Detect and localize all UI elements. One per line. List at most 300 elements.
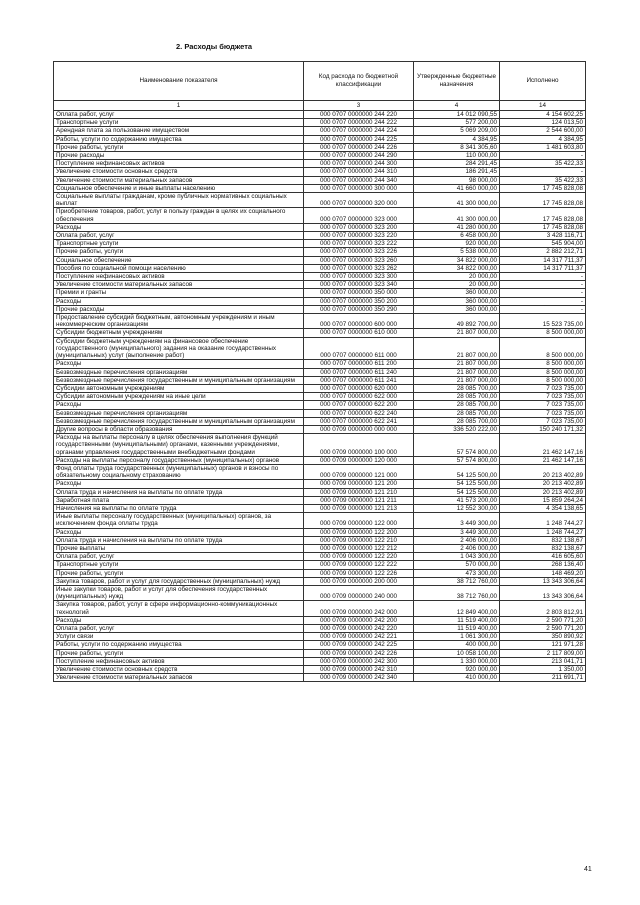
row-executed: 4 354 138,65 xyxy=(500,504,586,512)
column-number: 1 xyxy=(54,101,304,111)
table-row xyxy=(54,480,586,488)
row-code: 000 0709 0000000 122 000 xyxy=(304,513,414,528)
row-approved: 21 807 000,00 xyxy=(414,360,500,368)
row-executed: 8 500 000,00 xyxy=(500,337,586,360)
row-executed: 8 500 000,00 xyxy=(500,376,586,384)
row-code: 000 0707 0000000 244 340 xyxy=(304,176,414,184)
row-approved: 8 341 305,60 xyxy=(414,143,500,151)
row-name: Другие вопросы в области образования xyxy=(54,425,304,433)
row-executed: 213 041,71 xyxy=(500,657,586,665)
table-row xyxy=(54,184,586,192)
table-row xyxy=(54,111,586,119)
row-approved: 920 000,00 xyxy=(414,240,500,248)
row-approved: 54 125 500,00 xyxy=(414,464,500,479)
header-executed: Исполнено xyxy=(500,62,586,101)
table-row xyxy=(54,649,586,657)
row-approved: 410 000,00 xyxy=(414,674,500,682)
row-name: Прочие работы, услуги xyxy=(54,569,304,577)
row-executed: 7 023 735,00 xyxy=(500,409,586,417)
column-number: 4 xyxy=(414,101,500,111)
row-executed: 148 469,20 xyxy=(500,569,586,577)
table-row xyxy=(54,616,586,624)
row-approved: 1 061 300,00 xyxy=(414,633,500,641)
row-name: Прочие выплаты xyxy=(54,544,304,552)
row-code: 000 0707 0000000 323 000 xyxy=(304,208,414,223)
row-code: 000 0707 0000000 323 200 xyxy=(304,223,414,231)
row-executed: 7 023 735,00 xyxy=(500,417,586,425)
row-code: 000 0707 0000000 320 000 xyxy=(304,193,414,208)
row-code: 000 0707 0000000 323 226 xyxy=(304,248,414,256)
row-code: 000 0707 0000000 244 226 xyxy=(304,143,414,151)
row-name: Расходы xyxy=(54,360,304,368)
row-approved: 28 085 700,00 xyxy=(414,417,500,425)
row-code: 000 0707 0000000 622 000 xyxy=(304,393,414,401)
table-row xyxy=(54,496,586,504)
row-name: Расходы xyxy=(54,616,304,624)
row-name: Прочие работы, услуги xyxy=(54,248,304,256)
row-code: 000 0707 0000000 350 290 xyxy=(304,305,414,313)
row-executed: 150 240 171,32 xyxy=(500,425,586,433)
table-row xyxy=(54,264,586,272)
row-code: 000 0707 0000000 622 241 xyxy=(304,417,414,425)
row-approved: 336 520 222,00 xyxy=(414,425,500,433)
row-code: 000 0707 0000000 244 310 xyxy=(304,168,414,176)
row-name: Работы, услуги по содержанию имущества xyxy=(54,135,304,143)
row-executed: 14 317 711,37 xyxy=(500,264,586,272)
table-row xyxy=(54,240,586,248)
row-code: 000 0707 0000000 323 220 xyxy=(304,232,414,240)
row-executed: 2 544 600,00 xyxy=(500,127,586,135)
row-approved: 1 330 000,00 xyxy=(414,657,500,665)
row-executed: 21 462 147,16 xyxy=(500,434,586,457)
table-row xyxy=(54,513,586,528)
table-row xyxy=(54,384,586,392)
table-row xyxy=(54,127,586,135)
row-approved: 21 807 000,00 xyxy=(414,376,500,384)
row-name: Субсидии автономным учреждениям xyxy=(54,384,304,392)
row-approved: 49 892 700,00 xyxy=(414,314,500,329)
column-number: 14 xyxy=(500,101,586,111)
table-row xyxy=(54,561,586,569)
row-executed: - xyxy=(500,305,586,313)
table-row xyxy=(54,657,586,665)
row-approved: 10 058 100,00 xyxy=(414,649,500,657)
table-row xyxy=(54,337,586,360)
row-name: Оплата работ, услуг xyxy=(54,232,304,240)
row-approved: 54 125 500,00 xyxy=(414,480,500,488)
row-code: 000 0707 0000000 323 260 xyxy=(304,256,414,264)
page-number: 41 xyxy=(584,866,592,873)
row-executed: 545 904,00 xyxy=(500,240,586,248)
row-name: Оплата труда и начисления на выплаты по оплате труда xyxy=(54,536,304,544)
row-code: 000 0707 0000000 244 290 xyxy=(304,152,414,160)
row-approved: 360 000,00 xyxy=(414,289,500,297)
row-code: 000 0709 0000000 242 225 xyxy=(304,641,414,649)
table-row xyxy=(54,401,586,409)
row-executed: 14 317 711,37 xyxy=(500,256,586,264)
row-executed: 832 138,67 xyxy=(500,536,586,544)
row-name: Прочие работы, услуги xyxy=(54,649,304,657)
row-code: 000 0707 0000000 244 224 xyxy=(304,127,414,135)
row-approved: 20 000,00 xyxy=(414,273,500,281)
row-code: 000 0709 0000000 242 221 xyxy=(304,633,414,641)
row-executed: 1 248 744,27 xyxy=(500,513,586,528)
row-code: 000 0709 0000000 200 000 xyxy=(304,577,414,585)
row-approved: 2 406 000,00 xyxy=(414,544,500,552)
column-number-row xyxy=(54,101,586,111)
row-approved: 34 822 000,00 xyxy=(414,256,500,264)
row-executed: 2 117 809,00 xyxy=(500,649,586,657)
row-approved: 28 085 700,00 xyxy=(414,409,500,417)
row-approved: 38 712 760,00 xyxy=(414,577,500,585)
row-approved: 11 519 400,00 xyxy=(414,625,500,633)
row-executed: 832 138,67 xyxy=(500,544,586,552)
row-name: Иные закупки товаров, работ и услуг для обеспечения государственных (муниципальных) нужд xyxy=(54,585,304,600)
row-approved: 41 280 000,00 xyxy=(414,223,500,231)
row-approved: 20 000,00 xyxy=(414,281,500,289)
row-executed: 8 500 000,00 xyxy=(500,360,586,368)
row-name: Оплата работ, услуг xyxy=(54,625,304,633)
row-executed: 15 859 264,24 xyxy=(500,496,586,504)
table-row xyxy=(54,176,586,184)
row-executed: - xyxy=(500,152,586,160)
row-approved: 6 458 000,00 xyxy=(414,232,500,240)
table-row xyxy=(54,152,586,160)
row-code: 000 0709 0000000 121 211 xyxy=(304,496,414,504)
section-title: 2. Расходы бюджета xyxy=(176,42,253,51)
row-executed: 1 248 744,27 xyxy=(500,528,586,536)
row-name: Фонд оплаты труда государственных (муниципальных) органов и взносы по обязательному социальному страхованию xyxy=(54,464,304,479)
row-executed: 17 745 828,08 xyxy=(500,184,586,192)
row-name: Предоставление субсидий бюджетным, автономным учреждениям и иным некоммерческим организациям xyxy=(54,314,304,329)
row-name: Увеличение стоимости основных средств xyxy=(54,666,304,674)
expenses-table xyxy=(53,61,586,682)
row-approved: 54 125 500,00 xyxy=(414,488,500,496)
header-code: Код расхода по бюджетной классификации xyxy=(304,62,414,101)
row-code: 000 0707 0000000 323 222 xyxy=(304,240,414,248)
row-name: Социальное обеспечение xyxy=(54,256,304,264)
row-name: Закупка товаров, работ и услуг для государственных (муниципальных) нужд xyxy=(54,577,304,585)
row-executed: - xyxy=(500,273,586,281)
row-executed: 17 745 828,08 xyxy=(500,208,586,223)
table-row xyxy=(54,633,586,641)
row-code: 000 0707 0000000 620 000 xyxy=(304,384,414,392)
row-code: 000 0707 0000000 622 240 xyxy=(304,409,414,417)
row-name: Расходы на выплаты персоналу государственных (муниципальных) органов xyxy=(54,456,304,464)
row-executed: 20 213 402,89 xyxy=(500,480,586,488)
row-approved: 98 000,00 xyxy=(414,176,500,184)
row-executed: 21 462 147,16 xyxy=(500,456,586,464)
table-row xyxy=(54,314,586,329)
row-executed: 7 023 735,00 xyxy=(500,393,586,401)
table-row xyxy=(54,528,586,536)
row-approved: 186 291,45 xyxy=(414,168,500,176)
row-name: Безвозмездные перечисления государственным и муниципальным организациям xyxy=(54,376,304,384)
row-executed: 3 428 116,71 xyxy=(500,232,586,240)
row-executed: 350 890,92 xyxy=(500,633,586,641)
row-name: Транспортные услуги xyxy=(54,561,304,569)
table-row xyxy=(54,464,586,479)
row-code: 000 0709 0000000 242 226 xyxy=(304,649,414,657)
table-row xyxy=(54,360,586,368)
row-name: Прочие расходы xyxy=(54,152,304,160)
row-code: 000 0709 0000000 122 210 xyxy=(304,536,414,544)
row-code: 000 0707 0000000 244 225 xyxy=(304,135,414,143)
table-row xyxy=(54,208,586,223)
table-row xyxy=(54,553,586,561)
row-code: 000 0709 0000000 100 000 xyxy=(304,434,414,457)
row-approved: 41 660 000,00 xyxy=(414,184,500,192)
row-executed: 8 500 000,00 xyxy=(500,368,586,376)
row-approved: 110 000,00 xyxy=(414,152,500,160)
table-row xyxy=(54,393,586,401)
row-name: Субсидии бюджетным учреждениям на финансовое обеспечение государственного (муниципального) задания на оказание государственных (муниципальных) услуг (выполнение работ) xyxy=(54,337,304,360)
table-row xyxy=(54,417,586,425)
table-row xyxy=(54,504,586,512)
row-code: 000 0709 0000000 000 000 xyxy=(304,425,414,433)
row-code: 000 0707 0000000 300 000 xyxy=(304,184,414,192)
row-approved: 57 574 800,00 xyxy=(414,456,500,464)
row-executed: 7 023 735,00 xyxy=(500,401,586,409)
row-code: 000 0709 0000000 121 210 xyxy=(304,488,414,496)
row-approved: 4 384,95 xyxy=(414,135,500,143)
table-row xyxy=(54,674,586,682)
row-executed: 20 213 402,89 xyxy=(500,488,586,496)
row-name: Прочие работы, услуги xyxy=(54,143,304,151)
row-approved: 34 822 000,00 xyxy=(414,264,500,272)
table-row xyxy=(54,456,586,464)
table-row xyxy=(54,305,586,313)
row-executed: 13 343 306,64 xyxy=(500,585,586,600)
row-name: Оплата работ, услуг xyxy=(54,553,304,561)
table-row xyxy=(54,601,586,616)
row-name: Начисления на выплаты по оплате труда xyxy=(54,504,304,512)
row-name: Расходы xyxy=(54,480,304,488)
row-code: 000 0707 0000000 622 200 xyxy=(304,401,414,409)
table-row xyxy=(54,135,586,143)
row-name: Увеличение стоимости основных средств xyxy=(54,168,304,176)
row-name: Транспортные услуги xyxy=(54,240,304,248)
row-code: 000 0709 0000000 122 212 xyxy=(304,544,414,552)
row-code: 000 0709 0000000 122 226 xyxy=(304,569,414,577)
row-code: 000 0707 0000000 610 000 xyxy=(304,329,414,337)
row-approved: 3 449 300,00 xyxy=(414,513,500,528)
row-name: Безвозмездные перечисления организациям xyxy=(54,368,304,376)
table-row xyxy=(54,569,586,577)
row-approved: 41 573 200,00 xyxy=(414,496,500,504)
row-code: 000 0709 0000000 122 200 xyxy=(304,528,414,536)
row-approved: 11 519 400,00 xyxy=(414,616,500,624)
row-approved: 41 300 000,00 xyxy=(414,208,500,223)
table-row xyxy=(54,666,586,674)
table-row xyxy=(54,248,586,256)
table-row xyxy=(54,297,586,305)
row-approved: 14 012 090,55 xyxy=(414,111,500,119)
row-approved: 400 000,00 xyxy=(414,641,500,649)
row-approved: 28 085 700,00 xyxy=(414,393,500,401)
row-code: 000 0707 0000000 600 000 xyxy=(304,314,414,329)
table-row xyxy=(54,536,586,544)
row-executed: 17 745 828,08 xyxy=(500,223,586,231)
row-approved: 284 291,45 xyxy=(414,160,500,168)
row-executed: 268 136,40 xyxy=(500,561,586,569)
row-approved: 21 807 000,00 xyxy=(414,337,500,360)
row-approved: 920 000,00 xyxy=(414,666,500,674)
table-row xyxy=(54,488,586,496)
row-name: Расходы xyxy=(54,297,304,305)
row-approved: 473 300,00 xyxy=(414,569,500,577)
row-code: 000 0709 0000000 242 220 xyxy=(304,625,414,633)
row-name: Заработная плата xyxy=(54,496,304,504)
table-row xyxy=(54,168,586,176)
row-code: 000 0707 0000000 611 200 xyxy=(304,360,414,368)
table-row xyxy=(54,160,586,168)
header-row xyxy=(54,62,586,101)
row-name: Иные выплаты персоналу государственных (муниципальных) органов, за исключением фонда оплаты труда xyxy=(54,513,304,528)
row-executed: 2 590 771,20 xyxy=(500,625,586,633)
table-row xyxy=(54,544,586,552)
row-approved: 12 849 400,00 xyxy=(414,601,500,616)
row-code: 000 0707 0000000 244 222 xyxy=(304,119,414,127)
header-approved: Утвержденные бюджетные назначения xyxy=(414,62,500,101)
row-code: 000 0709 0000000 242 000 xyxy=(304,601,414,616)
row-approved: 21 807 000,00 xyxy=(414,368,500,376)
row-name: Увеличение стоимости материальных запасов xyxy=(54,281,304,289)
row-code: 000 0709 0000000 121 000 xyxy=(304,464,414,479)
row-name: Субсидии бюджетным учреждениям xyxy=(54,329,304,337)
row-approved: 5 538 000,00 xyxy=(414,248,500,256)
row-executed: 13 343 306,64 xyxy=(500,577,586,585)
row-approved: 38 712 760,00 xyxy=(414,585,500,600)
row-code: 000 0707 0000000 350 200 xyxy=(304,297,414,305)
row-code: 000 0709 0000000 240 000 xyxy=(304,585,414,600)
row-name: Услуги связи xyxy=(54,633,304,641)
table-row xyxy=(54,425,586,433)
table-row xyxy=(54,368,586,376)
row-name: Расходы на выплаты персоналу в целях обеспечения выполнения функций государственными (муниципальными) органами, казенными учреждениями, органами управления государственными внебюджетными фондами xyxy=(54,434,304,457)
table-row xyxy=(54,376,586,384)
row-approved: 1 043 300,00 xyxy=(414,553,500,561)
row-executed: 1 350,00 xyxy=(500,666,586,674)
row-code: 000 0709 0000000 242 300 xyxy=(304,657,414,665)
table-body xyxy=(54,111,586,682)
table-row xyxy=(54,625,586,633)
row-code: 000 0707 0000000 323 340 xyxy=(304,281,414,289)
row-name: Субсидии автономным учреждениям на иные цели xyxy=(54,393,304,401)
row-executed: 2 803 812,91 xyxy=(500,601,586,616)
row-name: Премии и гранты xyxy=(54,289,304,297)
row-name: Арендная плата за пользование имуществом xyxy=(54,127,304,135)
row-code: 000 0707 0000000 323 262 xyxy=(304,264,414,272)
row-code: 000 0707 0000000 244 300 xyxy=(304,160,414,168)
table-row xyxy=(54,585,586,600)
row-name: Прочие расходы xyxy=(54,305,304,313)
row-executed: - xyxy=(500,289,586,297)
row-executed: 416 605,60 xyxy=(500,553,586,561)
row-executed: 15 523 735,00 xyxy=(500,314,586,329)
table-row xyxy=(54,273,586,281)
row-name: Транспортные услуги xyxy=(54,119,304,127)
row-name: Расходы xyxy=(54,223,304,231)
row-code: 000 0707 0000000 244 220 xyxy=(304,111,414,119)
row-approved: 570 000,00 xyxy=(414,561,500,569)
row-name: Увеличение стоимости материальных запасов xyxy=(54,176,304,184)
row-approved: 360 000,00 xyxy=(414,297,500,305)
row-approved: 360 000,00 xyxy=(414,305,500,313)
row-code: 000 0709 0000000 121 213 xyxy=(304,504,414,512)
row-name: Социальное обеспечение и иные выплаты населению xyxy=(54,184,304,192)
table-row xyxy=(54,289,586,297)
table-row xyxy=(54,256,586,264)
row-code: 000 0709 0000000 122 220 xyxy=(304,553,414,561)
row-executed: 2 882 212,71 xyxy=(500,248,586,256)
row-code: 000 0707 0000000 611 241 xyxy=(304,376,414,384)
row-executed: 35 422,33 xyxy=(500,176,586,184)
row-executed: - xyxy=(500,281,586,289)
row-executed: 124 013,50 xyxy=(500,119,586,127)
row-code: 000 0707 0000000 611 240 xyxy=(304,368,414,376)
row-approved: 5 069 209,00 xyxy=(414,127,500,135)
header-name: Наименование показателя xyxy=(54,62,304,101)
row-code: 000 0707 0000000 323 300 xyxy=(304,273,414,281)
row-executed: - xyxy=(500,168,586,176)
table-row xyxy=(54,281,586,289)
row-name: Безвозмездные перечисления государственным и муниципальным организациям xyxy=(54,417,304,425)
row-approved: 577 200,00 xyxy=(414,119,500,127)
row-code: 000 0709 0000000 122 222 xyxy=(304,561,414,569)
row-approved: 28 085 700,00 xyxy=(414,384,500,392)
row-code: 000 0709 0000000 121 200 xyxy=(304,480,414,488)
row-executed: 7 023 735,00 xyxy=(500,384,586,392)
row-code: 000 0709 0000000 120 000 xyxy=(304,456,414,464)
row-approved: 21 807 000,00 xyxy=(414,329,500,337)
table-row xyxy=(54,223,586,231)
row-executed: 2 590 771,20 xyxy=(500,616,586,624)
row-code: 000 0707 0000000 611 000 xyxy=(304,337,414,360)
row-name: Работы, услуги по содержанию имущества xyxy=(54,641,304,649)
row-name: Оплата труда и начисления на выплаты по оплате труда xyxy=(54,488,304,496)
table-row xyxy=(54,577,586,585)
row-executed: 1 481 603,80 xyxy=(500,143,586,151)
row-approved: 41 300 000,00 xyxy=(414,193,500,208)
row-name: Оплата работ, услуг xyxy=(54,111,304,119)
row-name: Приобретение товаров, работ, услуг в пользу граждан в целях их социального обеспечения xyxy=(54,208,304,223)
row-name: Закупка товаров, работ, услуг в сфере информационно-коммуникационных технологий xyxy=(54,601,304,616)
row-approved: 12 552 300,00 xyxy=(414,504,500,512)
row-code: 000 0709 0000000 242 340 xyxy=(304,674,414,682)
row-executed: - xyxy=(500,297,586,305)
row-executed: 20 213 402,89 xyxy=(500,464,586,479)
row-approved: 3 449 300,00 xyxy=(414,528,500,536)
row-name: Увеличение стоимости материальных запасов xyxy=(54,674,304,682)
row-approved: 28 085 700,00 xyxy=(414,401,500,409)
table-row xyxy=(54,232,586,240)
table-row xyxy=(54,329,586,337)
row-approved: 2 406 000,00 xyxy=(414,536,500,544)
table-row xyxy=(54,409,586,417)
table-row xyxy=(54,434,586,457)
row-executed: 211 691,71 xyxy=(500,674,586,682)
row-executed: 8 500 000,00 xyxy=(500,329,586,337)
row-code: 000 0709 0000000 242 200 xyxy=(304,616,414,624)
row-executed: 17 745 828,08 xyxy=(500,193,586,208)
table-row xyxy=(54,641,586,649)
row-approved: 57 574 800,00 xyxy=(414,434,500,457)
row-name: Социальные выплаты гражданам, кроме публичных нормативных социальных выплат xyxy=(54,193,304,208)
row-executed: 121 971,28 xyxy=(500,641,586,649)
row-name: Безвозмездные перечисления организациям xyxy=(54,409,304,417)
row-executed: 35 422,33 xyxy=(500,160,586,168)
